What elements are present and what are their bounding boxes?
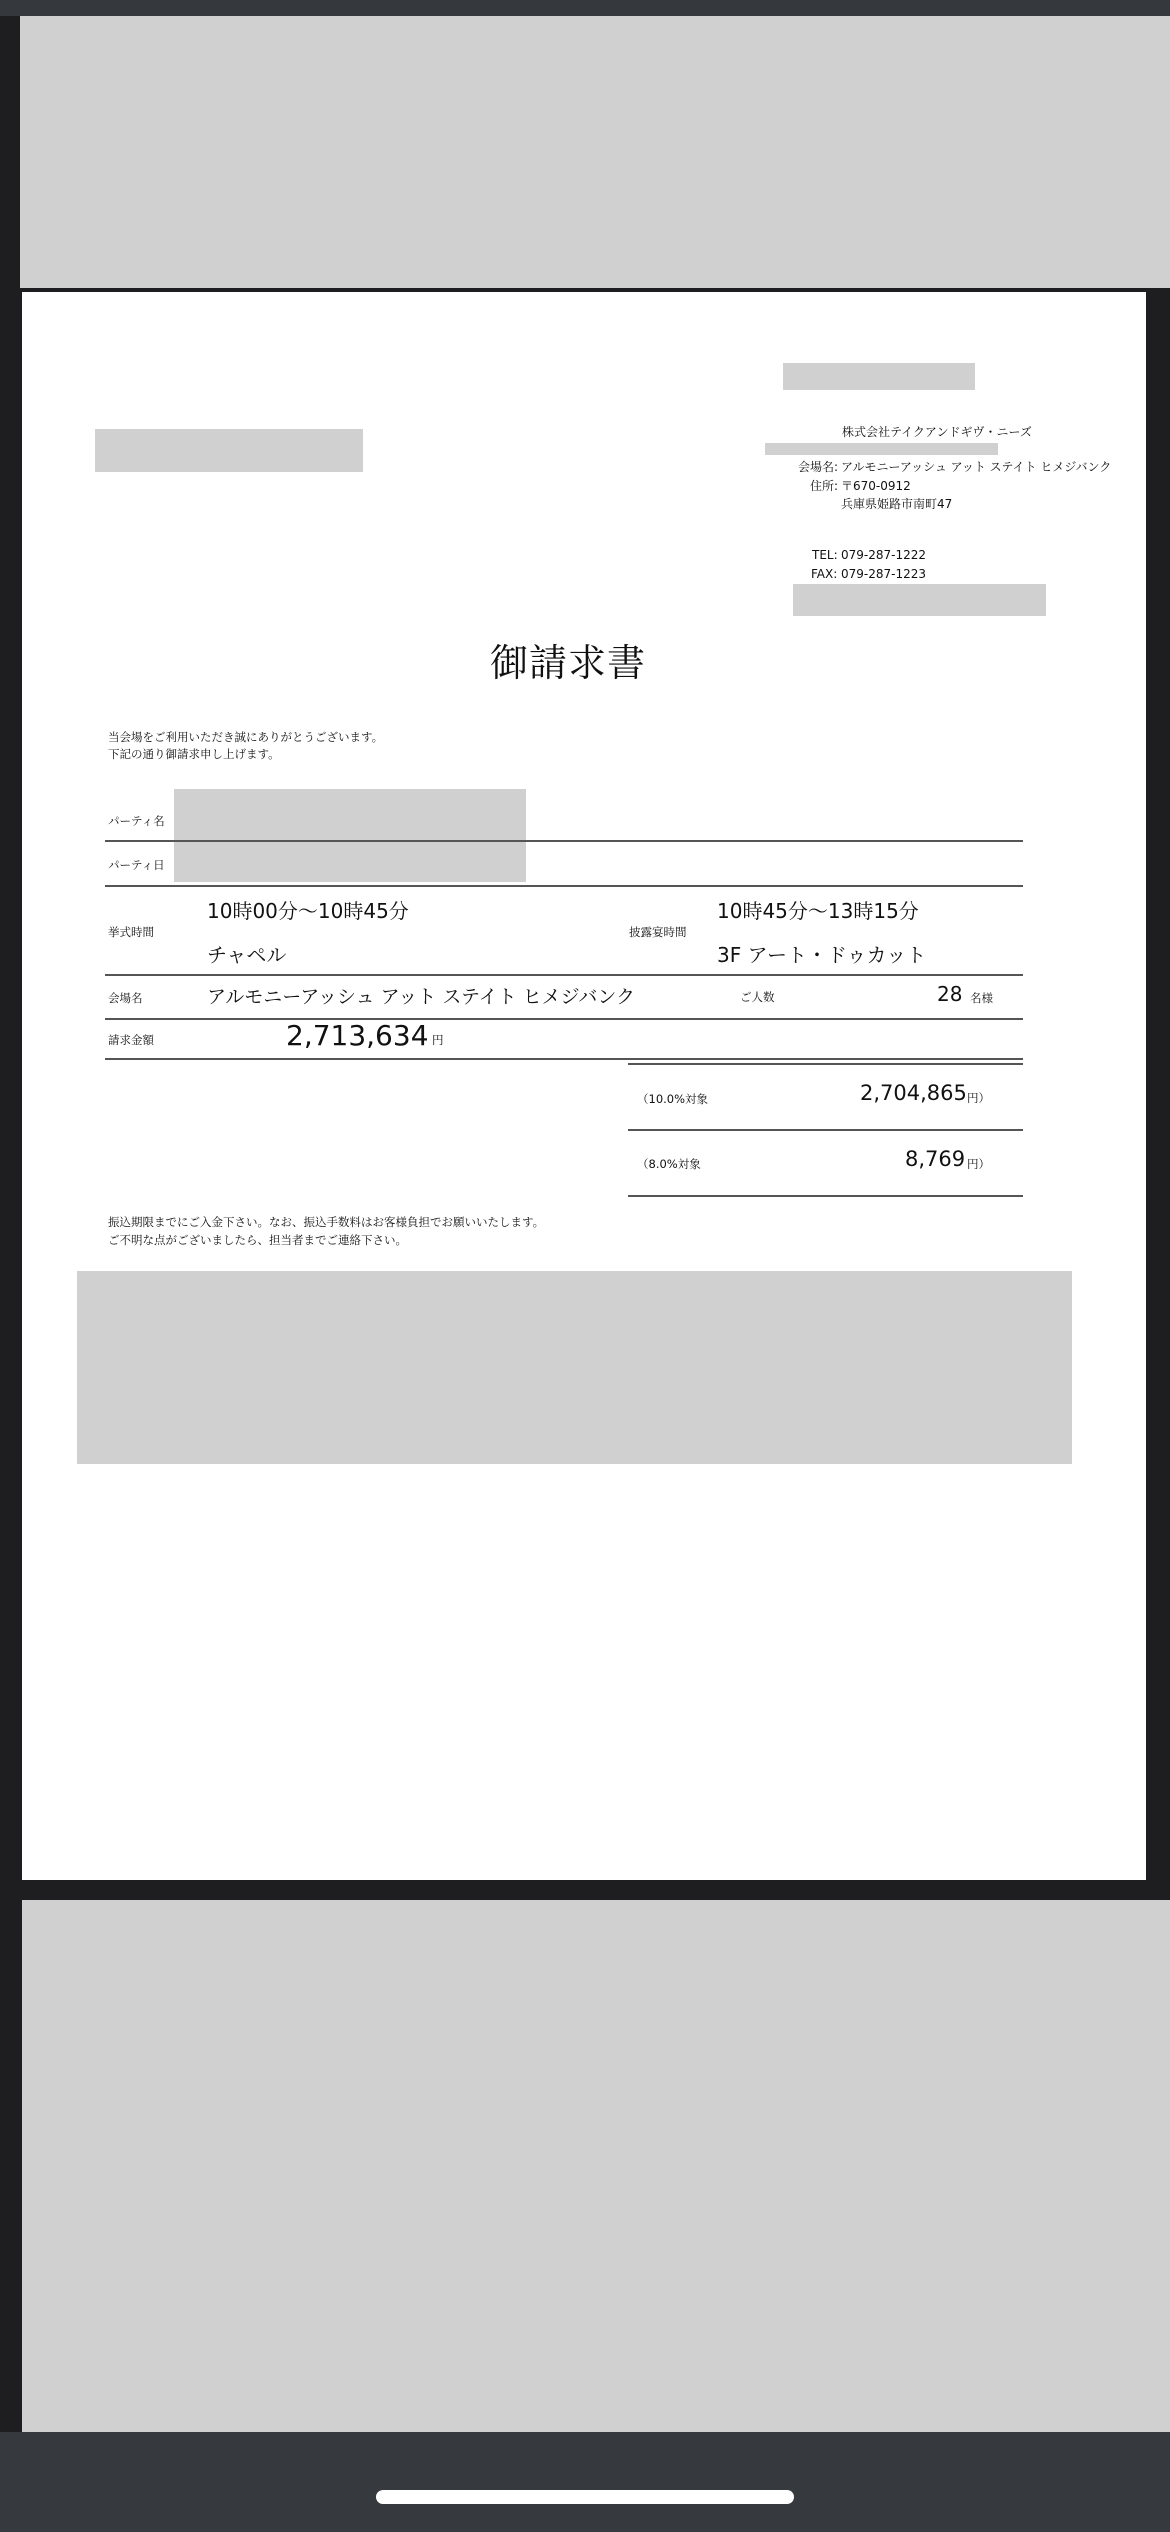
tax-10-label: （10.0%対象 [637, 1092, 709, 1106]
greeting-line-2: 下記の通り御請求申し上げます。 [108, 747, 280, 761]
invoice-amount-label: 請求金額 [108, 1033, 154, 1047]
redacted-party-info [174, 789, 526, 882]
invoice-amount-unit: 円 [432, 1033, 444, 1047]
redacted-next-page [22, 1900, 1170, 2432]
invoice-page [22, 292, 1146, 1880]
redacted-staff [793, 584, 1046, 616]
home-indicator[interactable] [376, 2490, 794, 2504]
bottom-bar [0, 2432, 1170, 2532]
redacted-company-line [765, 443, 998, 455]
tax-10-amount: 2,704,865 [860, 1081, 967, 1105]
party-name-label: パーティ名 [108, 814, 165, 828]
invoice-amount: 2,713,634 [286, 1019, 429, 1052]
fax-number: 079-287-1223 [841, 567, 927, 581]
row-divider [628, 1129, 1023, 1131]
tax-10-unit: 円） [967, 1091, 990, 1105]
row-divider [628, 1063, 1023, 1065]
venue-label: 会場名: [798, 460, 839, 474]
address-label: 住所: [810, 479, 839, 493]
postal-code: 〒670-0912 [841, 479, 911, 493]
footer-note-1: 振込期限までにご入金下さい。なお、振込手数料はお客様負担でお願いいたします。 [108, 1215, 545, 1229]
greeting-line-1: 当会場をご利用いただき誠にありがとうございます。 [108, 730, 384, 744]
tel-label: TEL: [812, 548, 838, 562]
ceremony-time: 10時00分〜10時45分 [207, 899, 409, 923]
reception-place: 3F アート・ドゥカット [717, 943, 927, 967]
company-name: 株式会社テイクアンドギヴ・ニーズ [842, 425, 1032, 439]
row-divider [628, 1195, 1023, 1197]
tax-8-unit: 円） [967, 1157, 990, 1171]
guests-count: 28 [937, 982, 963, 1006]
redacted-header-block [20, 16, 1170, 288]
ceremony-place: チャペル [207, 943, 287, 967]
venue-name: アルモニーアッシュ アット ステイト ヒメジバンク [841, 460, 1112, 474]
reception-time: 10時45分〜13時15分 [717, 899, 919, 923]
row-divider [105, 1058, 1023, 1060]
guests-unit: 名様 [970, 991, 993, 1005]
row-divider [105, 840, 1023, 842]
top-edge [0, 0, 1170, 16]
document-title: 御請求書 [490, 641, 647, 685]
footer-note-2: ご不明な点がございましたら、担当者までご連絡下さい。 [108, 1233, 407, 1247]
row-divider [105, 974, 1023, 976]
venue-row-value: アルモニーアッシュ アット ステイト ヒメジバンク [207, 986, 635, 1008]
address: 兵庫県姫路市南町47 [841, 497, 953, 511]
guests-label: ご人数 [740, 990, 775, 1004]
redacted-bank-info [77, 1271, 1072, 1464]
reception-label: 披露宴時間 [629, 925, 687, 939]
tel-number: 079-287-1222 [841, 548, 927, 562]
row-divider [105, 1018, 1023, 1020]
ceremony-label: 挙式時間 [108, 925, 154, 939]
redacted-recipient [95, 429, 363, 472]
venue-row-label: 会場名 [108, 991, 143, 1005]
row-divider [105, 885, 1023, 887]
party-date-label: パーティ日 [108, 858, 165, 872]
fax-label: FAX: [811, 567, 838, 581]
tax-8-label: （8.0%対象 [637, 1157, 701, 1171]
redacted-logo [783, 363, 975, 390]
tax-8-amount: 8,769 [905, 1147, 966, 1171]
